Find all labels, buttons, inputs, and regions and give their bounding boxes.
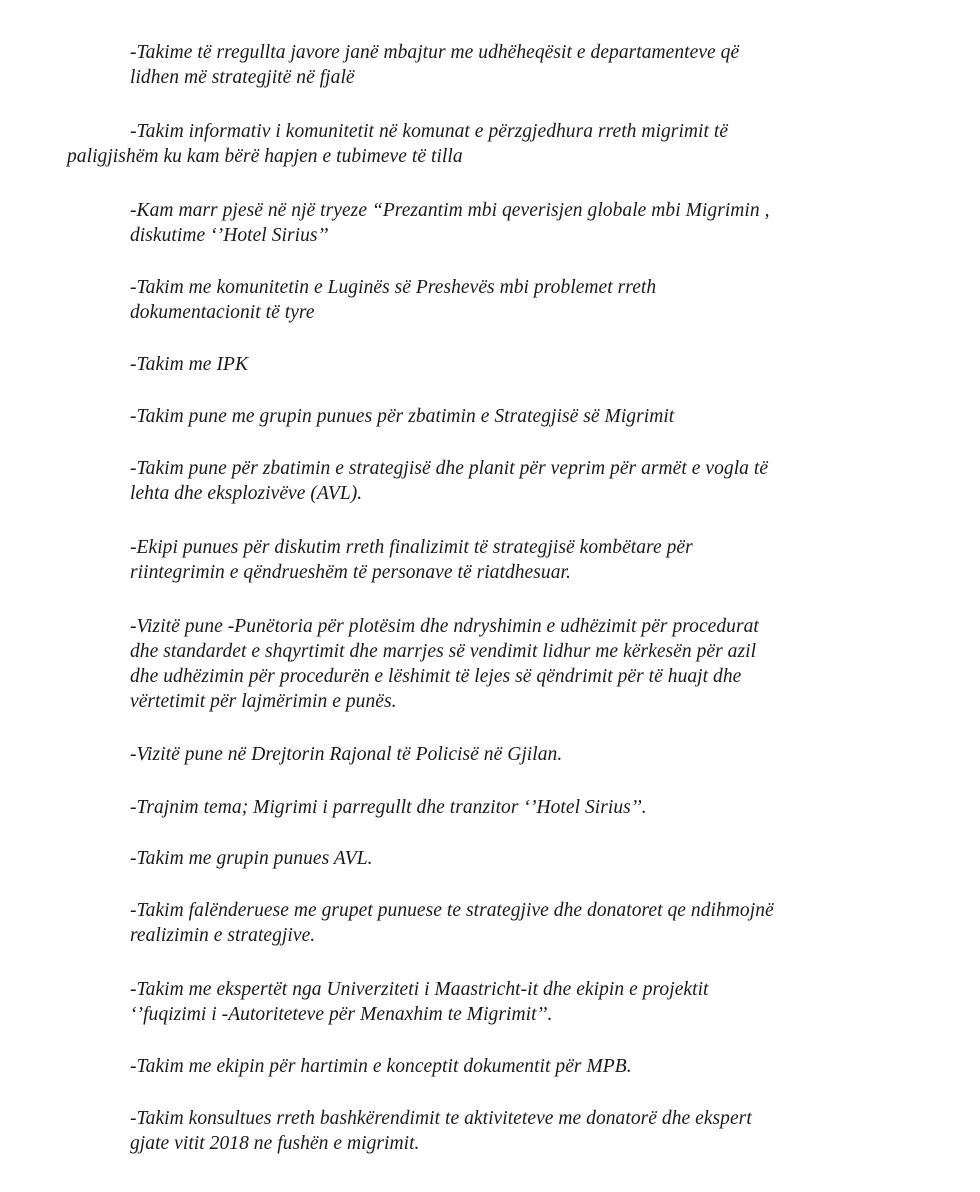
paragraph-avl-working-group	[130, 846, 373, 871]
paragraph-line: dhe standardet e shqyrtimit dhe marrjes së vendimit lidhur me kërkesën për azil	[130, 641, 757, 662]
paragraph-line: vërtetimit për lajmërimin e punës.	[130, 691, 397, 712]
paragraph-line: -Takim me ekipin për hartimin e konceptit dokumentit për MPB.	[130, 1056, 632, 1077]
paragraph-line: -Takim me komunitetin e Luginës së Preshevës mbi problemet rreth	[130, 277, 657, 298]
paragraph-line: -Takim konsultues rreth bashkërendimit te aktiviteteve me donatorë dhe ekspert	[130, 1108, 752, 1129]
paragraph-line: dhe udhëzimin për procedurën e lëshimit të lejes së qëndrimit për të huajt dhe	[130, 666, 742, 687]
paragraph-line: gjate vitit 2018 ne fushën e migrimit.	[130, 1133, 420, 1154]
paragraph-line: riintegrimin e qëndrueshëm të personave të riatdhesuar.	[130, 562, 571, 583]
paragraph-line: -Vizitë pune në Drejtorin Rajonal të Policisë në Gjilan.	[130, 744, 563, 765]
paragraph-line: ‘’fuqizimi i -Autoriteteve për Menaxhim te Migrimit’’.	[130, 1004, 553, 1025]
paragraph-line: -Kam marr pjesë në një tryeze “Prezantim mbi qeverisjen globale mbi Migrimin ,	[130, 200, 770, 221]
paragraph-line: -Takim falënderuese me grupet punuese te strategjive dhe donatoret qe ndihmojnë	[130, 900, 774, 921]
paragraph-migration-strategy-working-group	[130, 404, 674, 429]
paragraph-line: dokumentacionit të tyre	[130, 302, 315, 323]
paragraph-line: -Takim me IPK	[130, 354, 249, 375]
paragraph-global-migration-roundtable	[130, 198, 770, 248]
paragraph-line: -Takim me ekspertët nga Univerziteti i Maastricht-it dhe ekipin e projektit	[130, 979, 709, 1000]
paragraph-reintegration-strategy	[130, 535, 693, 585]
paragraph-line: -Takim me grupin punues AVL.	[130, 848, 373, 869]
paragraph-community-info-meeting	[67, 119, 729, 169]
paragraph-line: lehta dhe eksplozivëve (AVL).	[130, 483, 363, 504]
paragraph-small-arms-strategy	[130, 456, 768, 506]
paragraph-line: lidhen më strategjitë në fjalë	[130, 67, 355, 88]
paragraph-line: paligjishëm ku kam bërë hapjen e tubimeve të tilla	[67, 146, 463, 167]
paragraph-irregular-migration-training	[130, 795, 647, 820]
paragraph-gjilan-police-visit	[130, 742, 562, 767]
paragraph-thanksgiving-meeting	[130, 898, 774, 948]
paragraph-line: -Ekipi punues për diskutim rreth finalizimit të strategjisë kombëtare për	[130, 537, 693, 558]
paragraph-line: -Takim pune për zbatimin e strategjisë dhe planit për veprim për armët e vogla të	[130, 458, 769, 479]
paragraph-mpb-concept-meeting	[130, 1054, 632, 1079]
paragraph-line: -Takim pune me grupin punues për zbatimin e Strategjisë së Migrimit	[130, 406, 675, 427]
paragraph-donor-coordination-meeting	[130, 1106, 752, 1156]
paragraph-asylum-procedures-workshop	[130, 614, 759, 714]
paragraph-ipk-meeting	[130, 352, 248, 377]
paragraph-line: realizimin e strategjive.	[130, 925, 316, 946]
paragraph-line: -Takim informativ i komunitetit në komunat e përzgjedhura rreth migrimit të	[130, 121, 729, 142]
paragraph-line: diskutime ‘’Hotel Sirius’’	[130, 225, 329, 246]
paragraph-presheva-valley-meeting	[130, 275, 656, 325]
paragraph-maastricht-experts-meeting	[130, 977, 709, 1027]
paragraph-line: -Vizitë pune -Punëtoria për plotësim dhe ndryshimin e udhëzimit për procedurat	[130, 616, 759, 637]
paragraph-line: -Takime të rregullta javore janë mbajtur me udhëheqësit e departamenteve që	[130, 42, 740, 63]
paragraph-weekly-meetings	[130, 40, 739, 90]
paragraph-line: -Trajnim tema; Migrimi i parregullt dhe tranzitor ‘’Hotel Sirius’’.	[130, 797, 647, 818]
